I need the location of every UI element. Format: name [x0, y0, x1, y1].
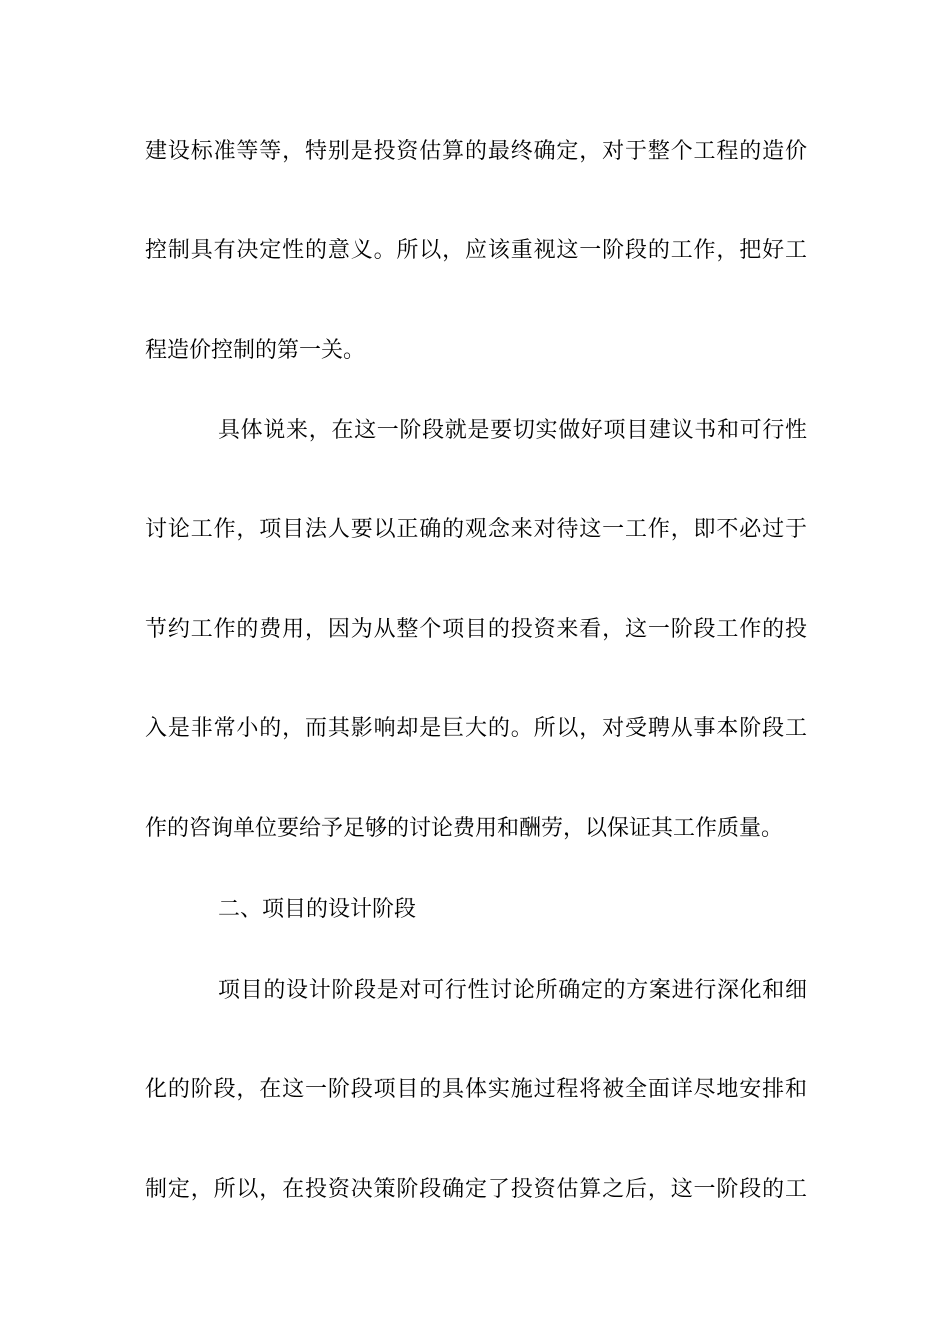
paragraph-line: 节约工作的费用，因为从整个项目的投资来看，这一阶段工作的投 — [145, 617, 807, 642]
paragraph-line: 程造价控制的第一关。 — [145, 338, 366, 363]
paragraph-line: 具体说来，在这一阶段就是要切实做好项目建议书和可行性 — [218, 418, 807, 443]
paragraph-line: 作的咨询单位要给予足够的讨论费用和酬劳，以保证其工作质量。 — [145, 816, 784, 841]
paragraph-line: 讨论工作，项目法人要以正确的观念来对待这一工作，即不必过于 — [145, 517, 807, 542]
paragraph-line: 制定，所以，在投资决策阶段确定了投资估算之后，这一阶段的工 — [145, 1177, 807, 1202]
paragraph-line: 建设标准等等，特别是投资估算的最终确定，对于整个工程的造价 — [145, 139, 807, 164]
paragraph-line: 控制具有决定性的意义。所以，应该重视这一阶段的工作，把好工 — [145, 238, 807, 263]
section-heading: 二、项目的设计阶段 — [218, 897, 417, 922]
paragraph-line: 入是非常小的，而其影响却是巨大的。所以，对受聘从事本阶段工 — [145, 716, 807, 741]
paragraph-line: 项目的设计阶段是对可行性讨论所确定的方案进行深化和细 — [218, 978, 807, 1003]
paragraph-line: 化的阶段，在这一阶段项目的具体实施过程将被全面详尽地安排和 — [145, 1077, 807, 1102]
